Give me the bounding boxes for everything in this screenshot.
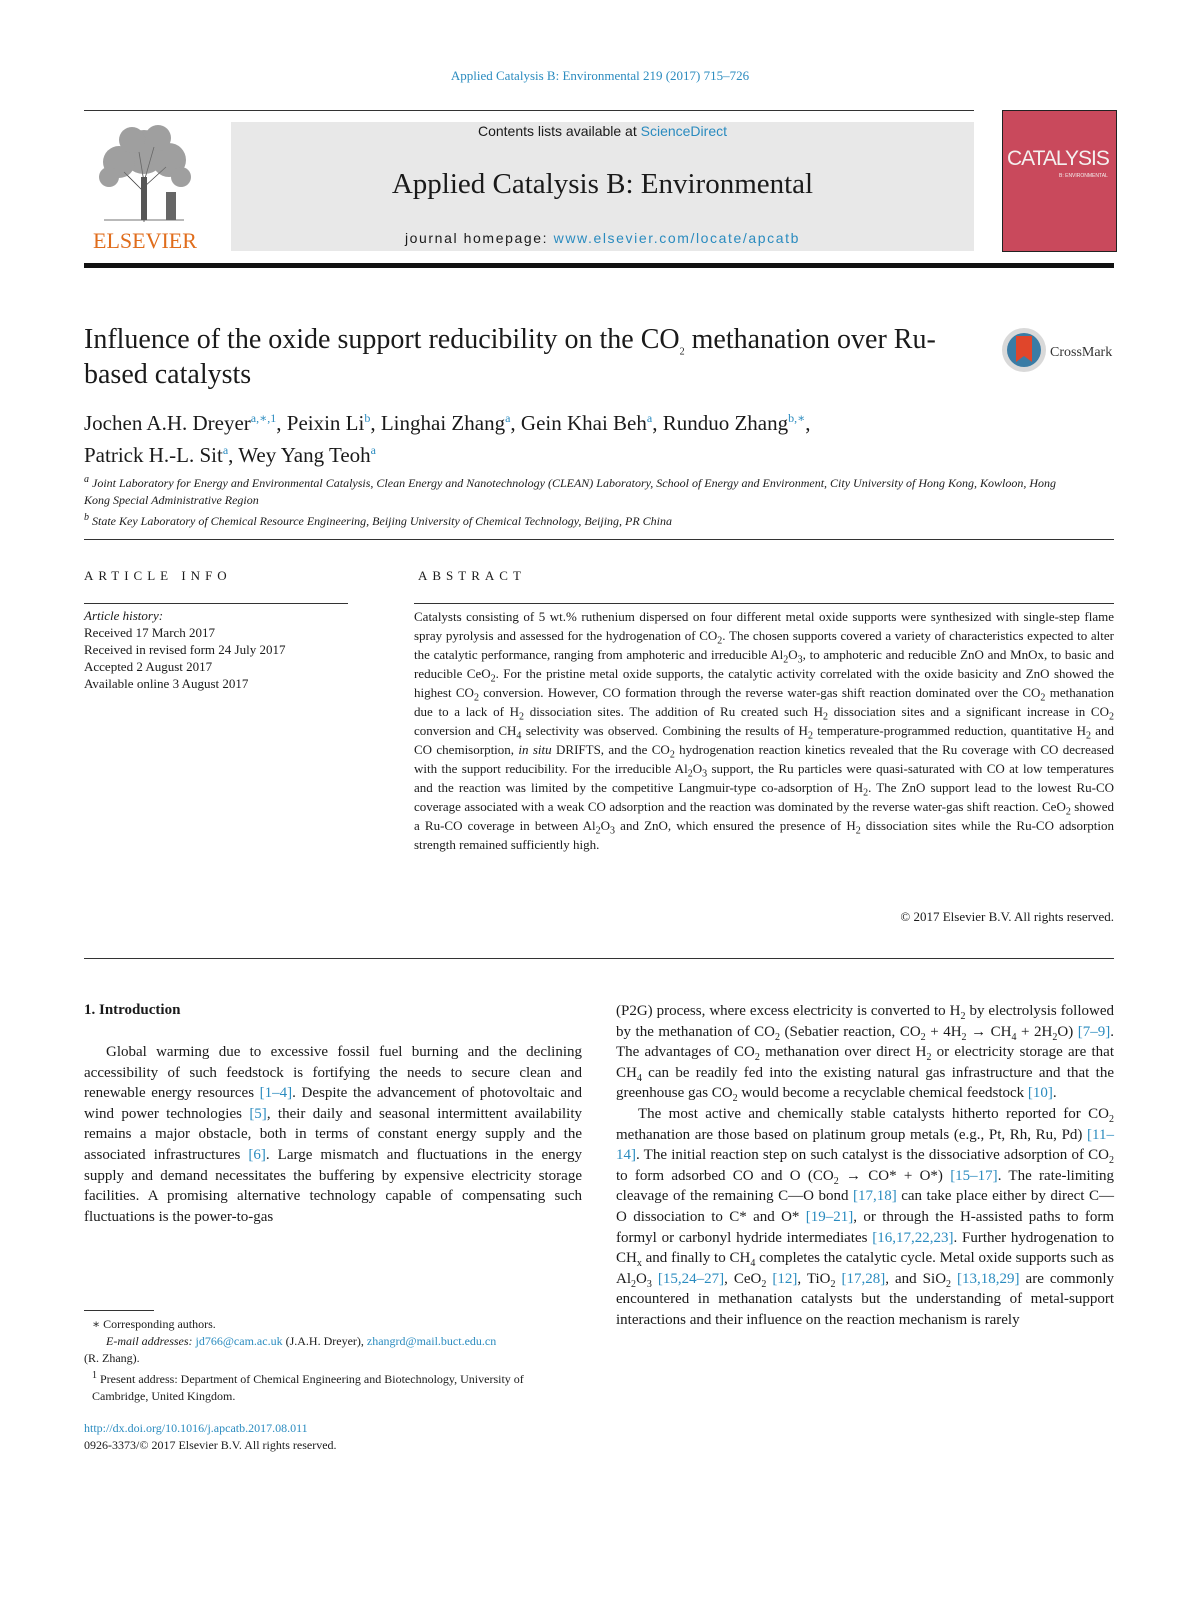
crossmark-icon [1000,326,1120,374]
citation-link[interactable]: [11–14] [616,1126,1114,1164]
email-link[interactable]: jd766@cam.ac.uk [195,1334,283,1348]
copyright-notice: © 2017 Elsevier B.V. All rights reserved. [900,909,1114,924]
header-rule [84,110,974,111]
citation-link[interactable]: [6] [248,1146,266,1163]
contents-prefix: Contents lists available at [477,123,641,139]
author-sep: , [805,411,811,435]
footnote-rule [84,1310,154,1311]
footnote-emails-cont: (R. Zhang). [84,1351,140,1365]
footnote-present-address [84,1367,582,1405]
abstract-body: Catalysts consisting of 5 wt.% ruthenium dispersed on four different metal oxide supports were synthesized with single-step flame spray pyrolysis and assessed for the hydrogenation of $CO_2$. The chosen supports covered a variety of characteristics expected to alter the catalytic performance, ranging from amphoteric and irreducible $Al_2O_3$, to amphoteric and reducible ZnO and MnOx, to basic and reducible CeO$_2$. For the pristine metal oxide supports, the catalytic activity correlated with the oxide basicity and ZnO showed the highest $CO_2$ conversion. However, CO formation through the reverse water-gas shift reaction dominated over the $CO_2$ methanation due to a lack of $H_2$ dissociation sites. The addition of Ru created such $H_2$ dissociation sites and a significant increase in $CO_2$ conversion and $CH_4$ selectivity was observed. Combining the results of $H_2$ temperature-programmed reduction, quantitative $H_2$ and CO chemisorption, in situ DRIFTS, and the $CO_2$ hydrogenation reaction kinetics revealed that the Ru coverage with CO decreased with the support reducibility. For the irreducible $Al_2O_3$ support, the Ru particles were quasi-saturated with CO at low temperatures and the reaction was limited by the competitive Langmuir-type co-adsorption of $H_2$. The ZnO support lead to the lowest Ru-CO coverage associated with a weak CO adsorption and the reaction was dominated by the reverse water-gas shift reaction. CeO$_2$ showed a Ru-CO coverage in between $Al_2O_3$ and ZnO, which ensured the presence of $H_2$ dissociation sites while the Ru-CO adsorption strength remained sufficiently high. [414,609,1115,852]
article-title [84,322,964,392]
author-sep: , [228,443,239,467]
footnotes [84,1316,582,1405]
author[interactable] [381,411,521,435]
body-column-left [84,1042,582,1227]
author-affil-mark[interactable]: a [222,443,229,457]
publisher-wordmark: ELSEVIER [93,228,197,253]
affiliations [84,471,1084,530]
article-history [84,607,354,692]
doi-link[interactable]: http://dx.doi.org/10.1016/j.apcatb.2017.08.011 [84,1421,308,1435]
abstract-heading: ABSTRACT [418,568,526,583]
email-label: E-mail addresses: [106,1334,196,1348]
history-accepted: Accepted 2 August 2017 [84,659,213,674]
cover-title: CATALYSIS [1007,147,1109,170]
citation-link[interactable]: [16,17,22,23] [872,1229,954,1246]
author-name: Linghai Zhang [380,411,506,435]
footnote-emails [84,1333,582,1350]
affiliation [84,471,1084,509]
citation-link[interactable]: [12] [772,1270,798,1287]
author[interactable] [521,411,663,435]
issn-line: 0926-3373/© 2017 Elsevier B.V. All rights reserved. [84,1438,337,1452]
history-label: Article history: [84,608,164,623]
citation-link[interactable]: [15–17] [950,1167,998,1184]
author-affil-mark[interactable]: a [370,443,376,457]
author-affil-mark[interactable]: b [364,411,371,425]
citation-link[interactable]: [15,24–27] [657,1270,725,1287]
homepage-line [231,230,974,246]
author-name: Wey Yang Teoh [238,443,371,467]
author-list [84,405,1024,469]
journal-title: Applied Catalysis B: Environmental [391,168,814,200]
history-revised: Received in revised form 24 July 2017 [84,642,286,657]
title-part1: Influence of the oxide support reducibility on the CO [84,324,680,355]
author[interactable] [84,443,238,467]
cover-subtitle: B: ENVIRONMENTAL [1059,173,1108,179]
author[interactable] [238,443,376,467]
journal-masthead [231,122,974,251]
affiliation-text: State Key Laboratory of Chemical Resource Engineering, Beijing University of Chemical Technology, Beijing, PR China [92,514,673,528]
author-sep: , [370,411,381,435]
author-affil-mark[interactable]: a,∗,1 [250,411,277,425]
crossmark-badge[interactable] [1000,326,1120,374]
homepage-link[interactable]: www.elsevier.com/locate/apcatb [553,230,801,246]
paragraph: Global warming due to excessive fossil fuel burning and the declining accessibility of such feedstock is fortifying the needs to secure clean and renewable energy resources [1–4]. Despite the advancement of photovoltaic and wind power technologies [5], their daily and seasonal intermittent availability remains a major obstacle, both in terms of constant energy supply and the associated infrastructures [6]. Large mismatch and fluctuations in the energy supply and demand necessitates the buffering by expensive electricity storage facilities. A promising alternative technology capable of compensating such fluctuations is the power-to-gas [84,1044,582,1225]
header-thick-rule [84,263,1114,268]
body-column-right [616,1001,1114,1331]
history-online: Available online 3 August 2017 [84,676,249,691]
author-name: Runduo Zhang [662,411,789,435]
elsevier-logo [84,122,206,254]
citation-link[interactable]: [1–4] [259,1085,293,1102]
body-rule [84,958,1114,959]
author-name: Patrick H.-L. Sit [84,443,223,467]
author[interactable] [287,411,381,435]
author-sep: , [276,411,287,435]
contents-line [231,122,974,140]
journal-cover [1002,110,1117,252]
crossmark-label: CrossMark [1050,345,1113,360]
affiliation-mark: a [84,474,89,485]
doi-block [84,1420,337,1454]
author[interactable] [663,411,811,435]
affiliation-text: Joint Laboratory for Energy and Environmental Catalysis, Clean Energy and Nanotechnology (CLEAN) Laboratory, School of Energy and Environment, City University of Hong Kong, Kowloon, Hong Kong Special Administrative Region [84,476,1057,507]
author-affil-mark[interactable]: b,∗ [788,411,806,425]
author-affil-mark[interactable]: a [505,411,511,425]
citation-link[interactable]: [5] [249,1105,267,1122]
history-received: Received 17 March 2017 [84,625,216,640]
paragraph: (P2G) process, where excess electricity is converted to $H_2$ by electrolysis followed by the methanation of $CO_2$ (Sebatier reaction, $CO_2 + 4H_2 \to CH_4 + 2H_2O$) [7–9]. The advantages of $CO_2$ methanation over direct $H_2$ or electricity storage are that $CH_4$ can be readily fed into the existing natural gas infrastructure and that the greenhouse gas $CO_2$ would become a recyclable chemical feedstock [10]. [616,1003,1114,1105]
homepage-prefix: journal homepage: [404,230,554,246]
affiliation [84,509,1084,530]
footnote-text: Present address: Department of Chemical Engineering and Biotechnology, University of Cambridge, United Kingdom. [92,1372,524,1403]
article-info-heading: ARTICLE INFO [84,568,232,583]
abstract-rule [414,603,1114,604]
article-info-rule [84,603,348,604]
author-sep: , [652,411,663,435]
paragraph: The most active and chemically stable catalysts hitherto reported for $CO_2$ methanation are those based on platinum group metals (e.g., Pt, Rh, Ru, Pd) [11–14]. The initial reaction step on such catalyst is the dissociative adsorption of $CO_2$ to form adsorbed CO and O $(CO_2 \to CO* + O*)$ [15–17]. The rate-limiting cleavage of the remaining C—O bond [17,18] can take place either by direct C—O dissociation to C* and O* [19–21], or through the H-assisted paths to form formyl or carbonyl hydride intermediates [16,17,22,23]. Further hydrogenation to $CH_x$ and finally to $CH_4$ completes the catalytic cycle. Metal oxide supports such as $Al_2O_3$ [15,24–27], CeO$_2$ [12], TiO$_2$ [17,28], and SiO$_2$ [13,18,29] are commonly encountered in methanation catalysts but the understanding of metal-support interactions and their influence on the reaction mechanism is rarely [616,1105,1115,1328]
author-name: Peixin Li [286,411,365,435]
affiliation-rule [84,539,1114,540]
author-name: Gein Khai Beh [520,411,647,435]
author-affil-mark[interactable]: a [646,411,653,425]
citation-link[interactable]: [17,18] [852,1188,897,1205]
title-part2: methanation over Ru-based catalysts [84,324,936,390]
citation-link[interactable]: [7–9] [1077,1023,1111,1040]
author[interactable] [84,411,287,435]
citation-link[interactable]: [10] [1027,1085,1053,1102]
footnote-mark: 1 [92,1370,97,1381]
author-name: Jochen A.H. Dreyer [84,411,251,435]
citation-link[interactable]: [19–21] [805,1208,854,1225]
email-owner: (J.A.H. Dreyer), [282,1334,367,1348]
tree-icon [84,122,204,227]
sciencedirect-link[interactable]: ScienceDirect [640,123,727,139]
email-link[interactable]: zhangrd@mail.buct.edu.cn [366,1334,497,1348]
section-heading-introduction: 1. Introduction [84,1002,181,1018]
affiliation-mark: b [84,512,89,523]
footnote-corresponding: ∗ Corresponding authors. [92,1317,216,1331]
citation-link[interactable]: [13,18,29] [957,1270,1020,1287]
citation-link[interactable]: [17,28] [841,1270,886,1287]
author-sep: , [510,411,521,435]
title-subscript: 2 [679,346,685,358]
journal-reference[interactable]: Applied Catalysis B: Environmental 219 (2017) 715–726 [450,68,750,83]
